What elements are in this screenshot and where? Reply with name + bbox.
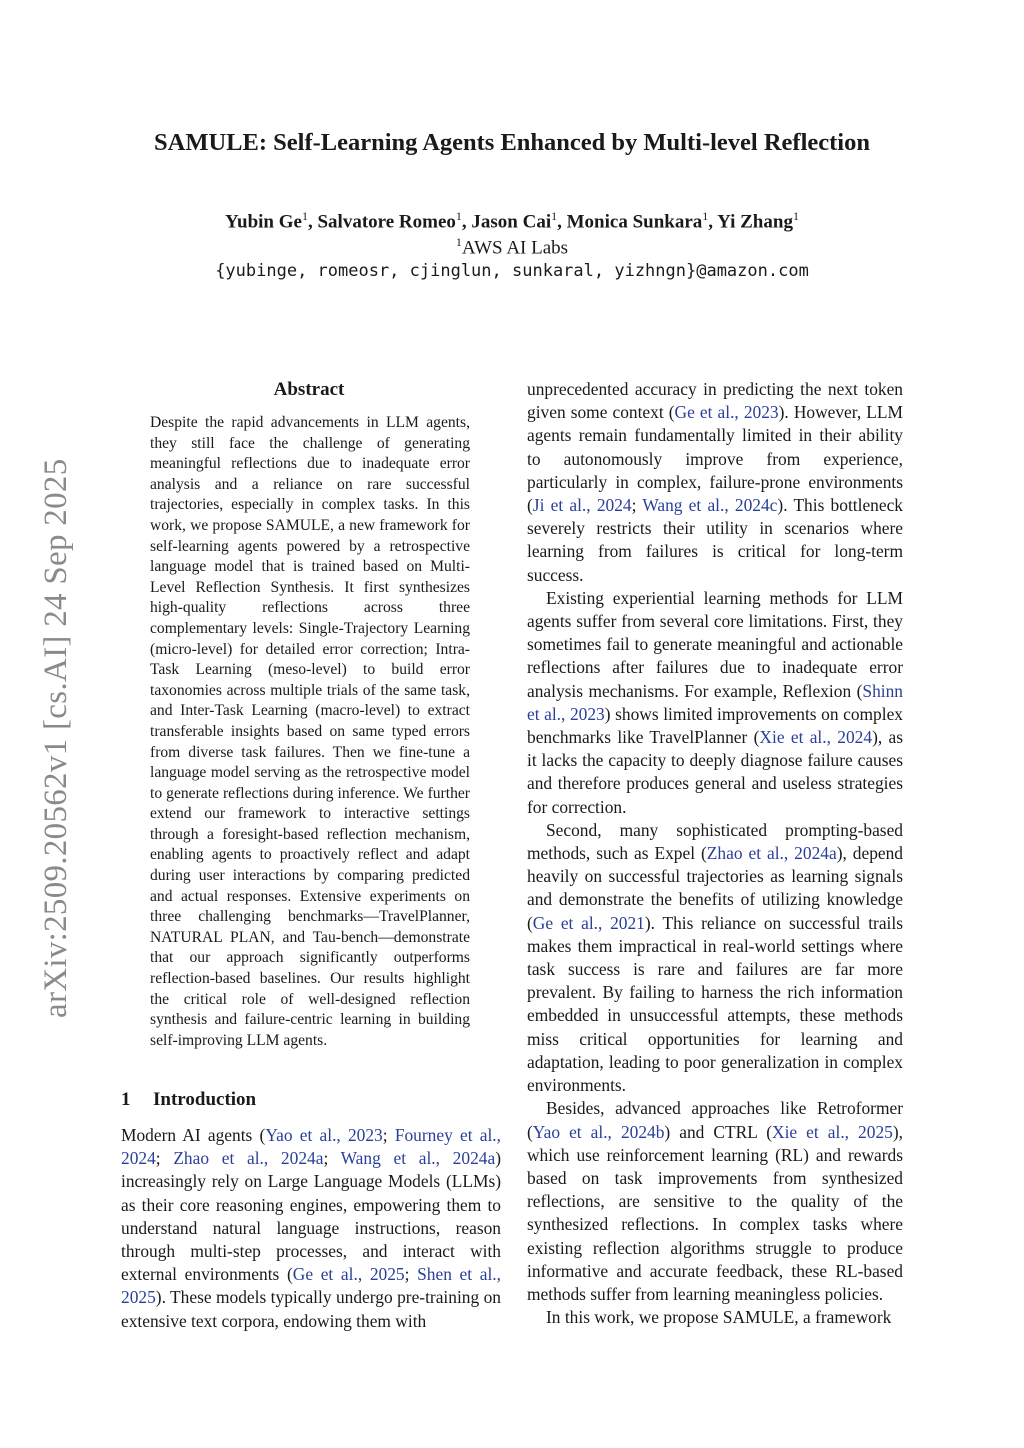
section-number: 1 [121,1089,131,1110]
affiliation-mark: 1 [455,235,462,249]
text-span: Second, many sophisticated prompting-based methods, such as Expel ( [527,819,903,864]
text-span: Modern AI agents ( [121,1125,266,1145]
citation-link[interactable]: Ge et al., 2021 [532,912,645,933]
section-heading-introduction [121,1089,256,1111]
introduction-body [121,1124,501,1333]
text-span: ; [323,1148,341,1169]
text-span: ; [404,1264,418,1285]
author-separator: , [557,211,567,233]
right-paragraph [527,1097,903,1306]
text-span: In this work, we propose [546,1307,723,1328]
text-span: ; [382,1125,395,1145]
author-affiliation-mark: 1 [301,209,308,223]
abstract-paragraph [150,413,470,1051]
text-span: ), as it lacks the capacity to deeply diagnose failure causes and therefore produces general and useless strategies for correction. [527,727,904,817]
citation-link[interactable]: Wang et al., 2024c [642,495,778,516]
citation-link[interactable]: Ji et al., 2024 [532,495,632,516]
right-column [527,378,903,1329]
citation-link[interactable]: Yao et al., 2023 [265,1125,383,1145]
citation-link[interactable]: Ge et al., 2025 [292,1264,405,1285]
citation-link[interactable]: Ge et al., 2023 [674,402,779,423]
text-span: ). However, LLM agents remain fundamentally limited in their ability to autonomously improve from experience, particularly in complex, failure-prone environments ( [527,402,904,516]
author: Jason Cai [471,211,552,233]
citation-link[interactable]: Shinn et al., 2023 [527,680,903,724]
citation-link[interactable]: Zhao et al., 2024a [706,843,837,864]
text-span: ) shows limited improvements on complex benchmarks like TravelPlanner ( [527,703,903,748]
affiliation [0,235,1024,259]
author: Salvatore Romeo [317,211,456,233]
text-span: ). This bottleneck severely restricts their utility in scenarios where learning from failures is critical for long-term success. [527,495,903,585]
text-span: ) increasingly rely on Large Language Models (LLMs) as their core reasoning engines, empowering them to understand natural language instructions, reason through multi-step processes, and interact with external environments ( [121,1148,501,1285]
text-span: , a framework [794,1307,892,1328]
title-text: : Self-Learning Agents Enhanced by Multi-level Reflection [258,129,870,156]
framework-name: SAMULE [265,516,331,534]
author-affiliation-mark: 1 [792,209,799,223]
citation-link[interactable]: Xie et al., 2024 [759,727,873,748]
text-span: ), which use reinforcement learning (RL) and rewards based on task improvements from synthesized reflections, are sensitive to the quality of the synthesized reflections. In complex tasks where existing reflection algorithms struggle to produce informative and accurate feedback, these RL-based methods suffer from learning meaningless policies. [527,1121,903,1304]
author-affiliation-mark: 1 [455,209,462,223]
citation-link[interactable]: Yao et al., 2024b [532,1121,665,1142]
text-span: ; [155,1148,174,1169]
text-span: ), depend heavily on successful trajectories as learning signals and demonstrate the benefits of utilizing knowledge ( [527,843,903,933]
author: Yi Zhang [717,211,793,233]
text-span: unprecedented accuracy in predicting the next token given some context ( [527,379,903,423]
framework-name: SAMULE [722,1307,795,1328]
right-paragraph [527,1306,903,1329]
citation-link[interactable]: Xie et al., 2025 [772,1121,893,1142]
citation-link[interactable]: Shen et al., 2025 [121,1264,501,1308]
text-span: ) and CTRL ( [664,1121,773,1142]
right-paragraph [527,587,903,819]
author: Monica Sunkara [566,211,703,233]
affiliation-name: AWS AI Labs [461,237,569,259]
right-paragraph [527,378,903,587]
introduction-paragraph [121,1124,501,1333]
text-span: Despite the rapid advancements in LLM agents, they still face the challenge of generating meaningful reflections due to inadequate error analysis and a reliance on rare successful trajectories, especially in complex tasks. In this work, we propose [150,414,470,534]
arxiv-stamp: arXiv:2509.20562v1 [cs.AI] 24 Sep 2025 [38,458,74,1018]
section-title: Introduction [153,1089,257,1110]
framework-name: SAMULE [154,129,259,156]
text-span: Existing experiential learning methods for LLM agents suffer from several core limitations. First, they sometimes fail to generate meaningful and actionable reflections after failures due to inadequate error analysis mechanisms. For example, Reflexion ( [527,587,903,701]
citation-link[interactable]: Fourney et al., 2024 [121,1125,501,1169]
abstract-heading: Abstract [273,379,345,400]
abstract-body [150,413,470,1051]
paper-title [0,129,1024,157]
text-span: ). These models typically undergo pre-training on extensive text corpora, endowing them with [121,1287,501,1331]
author-emails: {yubinge, romeosr, cjinglun, sunkaral, yizhngn}@amazon.com [215,261,809,281]
text-span: Besides, advanced approaches like Retroformer ( [527,1098,903,1142]
text-span: ). This reliance on successful trails makes them impractical in real-world settings where task success is rare and failures are far more prevalent. By failing to harness the rich information embedded in unsuccessful attempts, these methods miss critical opportunities for learning and adaptation, leading to poor generalization in complex environments. [527,912,903,1096]
author: Yubin Ge [225,211,302,233]
author-separator: , [307,211,318,233]
text-span: , a new framework for self-learning agents powered by a retrospective language model that is trained based on Multi-Level Reflection Synthesis. It first synthesizes high-quality reflections across three complementary levels: Single-Trajectory Learning (micro-level) for detailed error correction; Intra-Task Learning (meso-level) to build error taxonomies across multiple trials of the same task, and Inter-Task Learning (macro-level) to extract transferable insights based on same typed errors from diverse task failures. Then we fine-tune a language model serving as the retrospective model to generate reflections during inference. We further extend our framework to interactive settings through a foresight-based reflection mechanism, enabling agents to proactively reflect and adapt during user interactions by comparing predicted and actual responses. Extensive experiments on three challenging benchmarks—TravelPlanner, NATURAL PLAN, and Tau-bench—demonstrate that our approach significantly outperforms reflection-based baselines. Our results highlight the critical role of well-designed reflection synthesis and failure-centric learning in building self-improving LLM agents. [150,516,470,1049]
citation-link[interactable]: Wang et al., 2024a [340,1148,496,1169]
citation-link[interactable]: Zhao et al., 2024a [173,1148,324,1169]
text-span: ; [631,495,643,516]
author-affiliation-mark: 1 [551,209,558,223]
author-list [0,209,1024,233]
right-paragraph [527,819,903,1097]
author-separator: , [461,211,472,233]
author-affiliation-mark: 1 [702,209,709,223]
author-separator: , [708,211,718,233]
